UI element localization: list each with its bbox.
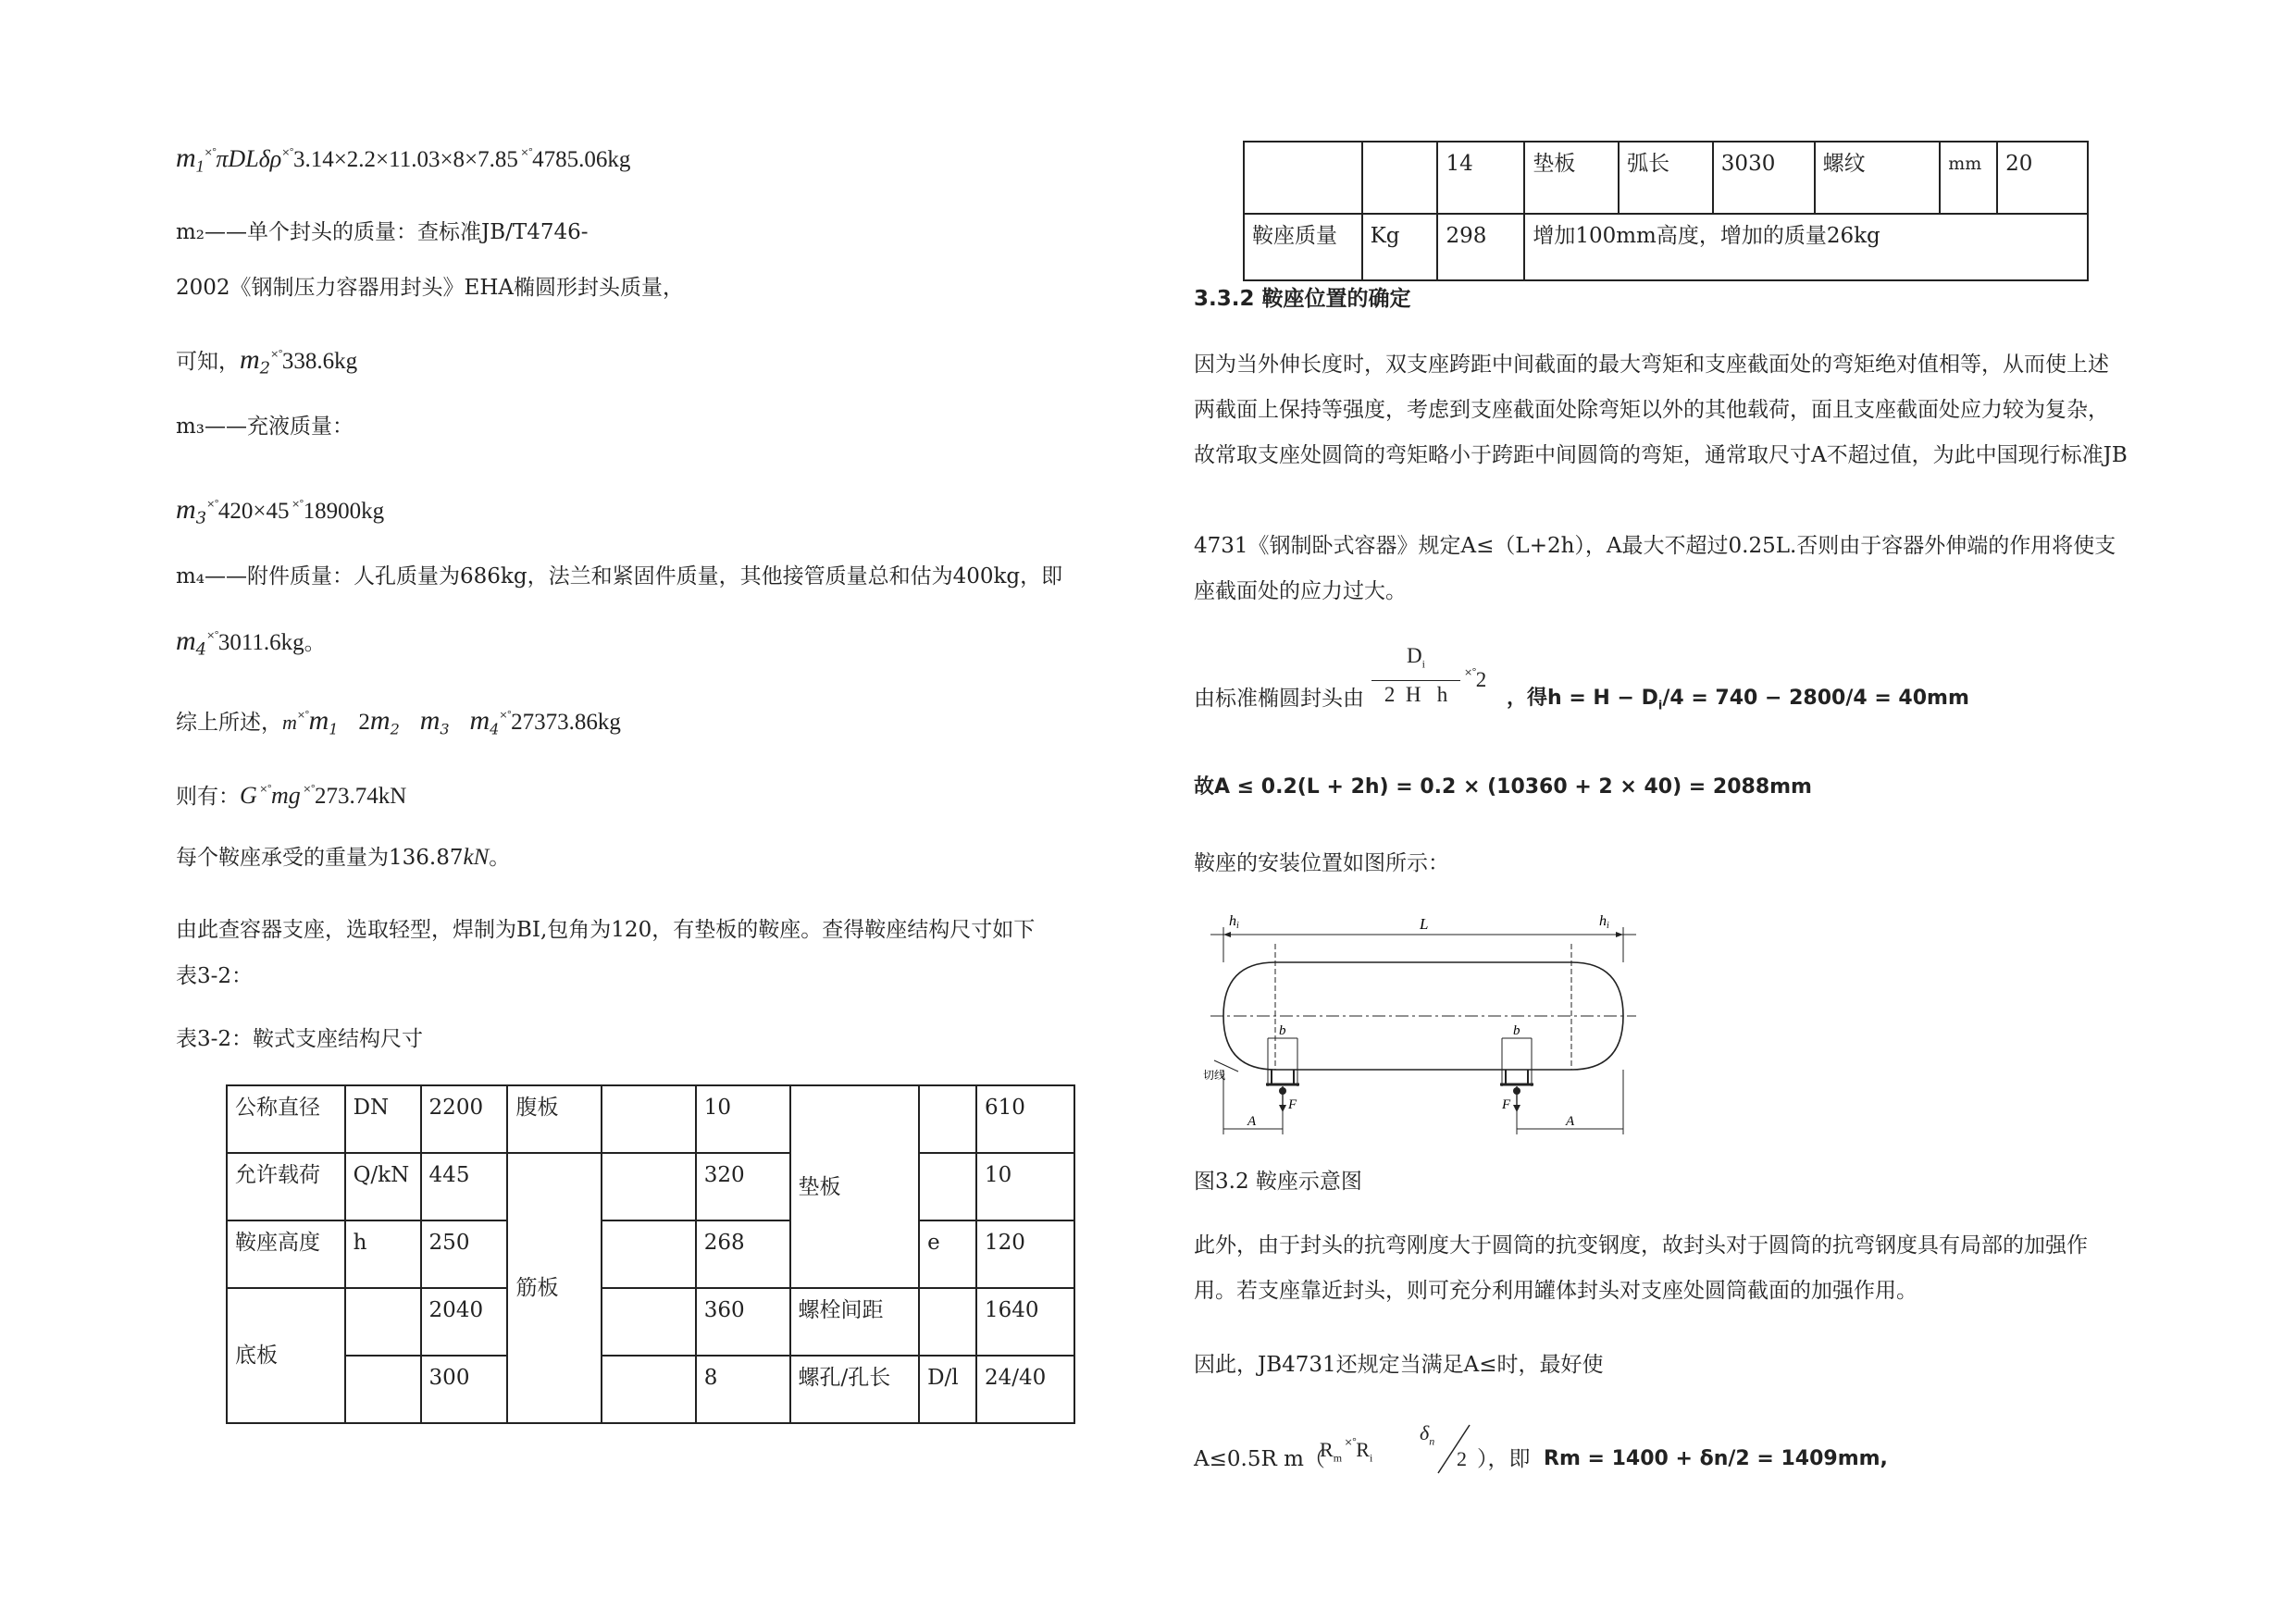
table-cell: 360 — [696, 1288, 790, 1356]
table-cell — [602, 1153, 696, 1220]
table-cell: 螺孔/孔长 — [790, 1356, 920, 1423]
table-cell: 320 — [696, 1153, 790, 1220]
A-label-right: A — [1566, 1114, 1575, 1129]
table-cell: Kg — [1362, 214, 1438, 280]
b-label-left: b — [1279, 1023, 1286, 1038]
table-cell — [602, 1288, 696, 1356]
table-row — [227, 1085, 1074, 1153]
table-cell-rib: 筋板 — [507, 1153, 602, 1423]
selection-text-line1: 由此查容器支座，选取轻型，焊制为BI,包角为120，有垫板的鞍座。查得鞍座结构尺寸如下 — [176, 918, 1036, 942]
install-text: 鞍座的安装位置如图所示： — [1194, 851, 1449, 875]
m4-description: m₄——附件质量：人孔质量为686kg，法兰和紧固件质量，其他接管质量总和估为400kg，即 — [176, 564, 1063, 588]
table-cell: 腹板 — [507, 1085, 602, 1153]
table-cell: 2200 — [421, 1085, 508, 1153]
table-cell: 268 — [696, 1220, 790, 1288]
table-cell: 298 — [1437, 214, 1524, 280]
b-label-right: b — [1513, 1023, 1520, 1038]
table-cell: 1640 — [976, 1288, 1074, 1356]
table-cell: 螺栓间距 — [790, 1288, 920, 1356]
m2-description-line1: m₂——单个封头的质量：查标准JB/T4746- — [176, 220, 589, 244]
paragraph-1: 因为当外伸长度时，双支座跨距中间截面的最大弯矩和支座截面处的弯矩绝对值相等，从而使上述两截面上保持等强度，考虑到支座截面处除弯矩以外的其他载荷，面且支座截面处应力较为复杂，故常取支座处圆筒的弯矩略小于跨距中间圆筒的弯矩，通常取尺寸A不超过值，为此中国现行标准JB — [1194, 353, 2128, 467]
table-row — [1244, 142, 2088, 214]
h1-label-left: hi — [1229, 913, 1239, 931]
table-cell — [1362, 142, 1438, 214]
table-cell: 鞍座高度 — [227, 1220, 345, 1288]
fraction-slash — [1436, 1421, 1473, 1477]
table-cell: 20 — [1997, 142, 2088, 214]
table-cell — [1244, 142, 1362, 214]
F-label-right: F — [1502, 1097, 1511, 1112]
table-cell: D/l — [919, 1356, 976, 1423]
paragraph-2: 4731《钢制卧式容器》规定A≤（L+2h），A最大不超过0.25L.否则由于容器外伸端的作用将使支座截面处的应力过大。 — [1194, 534, 2116, 603]
F-label-left: F — [1288, 1097, 1297, 1112]
table-cell — [602, 1085, 696, 1153]
saddle-table-continuation — [1243, 141, 2089, 281]
table-cell: 3030 — [1713, 142, 1815, 214]
table-cell — [345, 1288, 421, 1356]
table-cell: 610 — [976, 1085, 1074, 1153]
table-cell — [602, 1220, 696, 1288]
per-saddle-load: 每个鞍座承受的重量为136.87kN。 — [176, 845, 511, 870]
table-cell: mm — [1940, 142, 1997, 214]
table-cell: 8 — [696, 1356, 790, 1423]
paragraph-3: 此外，由于封头的抗弯刚度大于圆筒的抗变钢度，故封头对于圆筒的抗弯钢度具有局部的加强作用。若支座靠近封头，则可充分利用罐体封头对支座处圆筒截面的加强作用。 — [1194, 1233, 2088, 1303]
equation-m3: $m_3^{\times^\circ}420\times 45$ ×°18900kg — [176, 494, 385, 528]
table-cell: e — [919, 1220, 976, 1288]
selection-text-line2: 表3-2： — [176, 964, 254, 988]
table-cell-pad: 垫板 — [790, 1085, 920, 1288]
table-cell: 增加100mm高度，增加的质量26kg — [1524, 214, 2088, 280]
table-cell: 120 — [976, 1220, 1074, 1288]
section-title: 3.3.2 鞍座位置的确定 — [1194, 287, 1411, 311]
saddle-dimension-table — [226, 1084, 1075, 1424]
m3-description: m₃——充液质量： — [176, 415, 354, 439]
A-label-left: A — [1247, 1114, 1257, 1129]
table-cell — [919, 1288, 976, 1356]
table-cell: 24/40 — [976, 1356, 1074, 1423]
h-fraction: $D_i$ 2 H h — [1371, 642, 1460, 709]
table-cell: 14 — [1437, 142, 1524, 214]
table-cell — [919, 1153, 976, 1220]
figure-caption: 图3.2 鞍座示意图 — [1194, 1170, 1362, 1194]
h1-label-right: hi — [1599, 913, 1609, 931]
paragraph-4: 因此，JB4731还规定当满足A≤时，最好使 — [1194, 1353, 1604, 1377]
table-cell: 445 — [421, 1153, 508, 1220]
table-cell: 10 — [976, 1153, 1074, 1220]
table-cell-base: 底板 — [227, 1288, 345, 1423]
table-caption: 表3-2：鞍式支座结构尺寸 — [176, 1027, 424, 1051]
table-row — [227, 1153, 1074, 1220]
table-cell: 螺纹 — [1815, 142, 1941, 214]
table-cell: 300 — [421, 1356, 508, 1423]
table-cell — [345, 1356, 421, 1423]
table-cell: Q/kN — [345, 1153, 421, 1220]
table-cell: 10 — [696, 1085, 790, 1153]
table-cell: 允许载荷 — [227, 1153, 345, 1220]
table-row — [227, 1220, 1074, 1288]
equation-m1: $m_1^{\times^\circ}\pi DL\delta\rho^{\times^\circ}3.14\times 2.2\times 11.03\times 8\times 7.85$ ×°4785.06kg — [176, 142, 631, 176]
equation-sum: 综上所述，$m^{\times^\circ}m_1$ $2m_2$ $m_3$ $m_4^{\times^\circ}27373.86kg$ — [176, 705, 621, 738]
table-cell: 250 — [421, 1220, 508, 1288]
table-cell: h — [345, 1220, 421, 1288]
h-formula: 由标准椭圆封头由 $D_i$ 2 H h ×°2 ，得$h = H - D_i/4 = 740 - 2800/4 = 40mm$ — [1194, 644, 1969, 713]
table-row — [227, 1288, 1074, 1356]
cut-line-label: 切线 — [1203, 1069, 1226, 1082]
table-cell: 弧长 — [1619, 142, 1713, 214]
table-cell: 公称直径 — [227, 1085, 345, 1153]
table-row — [227, 1356, 1074, 1423]
table-cell: DN — [345, 1085, 421, 1153]
equation-g: 则有：G ×°mg ×°273.74kN — [176, 782, 407, 809]
saddle-diagram — [1201, 907, 1655, 1138]
m2-description-line2: 2002《钢制压力容器用封头》EHA椭圆形封头质量， — [176, 276, 684, 300]
table-cell — [602, 1356, 696, 1423]
L-label: L — [1420, 915, 1429, 933]
rm-formula: A≤0.5R m（ $R_m$ $^{\times^\circ}R_i$ $\delta_n$ 2 ），即 Rm = 1400 + δn/2 = 1409mm, — [1194, 1408, 2119, 1482]
a-result: 故A ≤ 0.2(L + 2h) = 0.2 × (10360 + 2 × 40) = 2088mm — [1194, 775, 1812, 799]
table-cell: 垫板 — [1524, 142, 1619, 214]
equation-m4: $m_4^{\times^\circ}3011.6kg$。 — [176, 626, 326, 660]
table-cell: 鞍座质量 — [1244, 214, 1362, 280]
table-row — [1244, 214, 2088, 280]
table-cell — [919, 1085, 976, 1153]
table-cell: 2040 — [421, 1288, 508, 1356]
equation-m2: 可知，$m_2^{\times^\circ}338.6kg$ — [176, 344, 358, 378]
